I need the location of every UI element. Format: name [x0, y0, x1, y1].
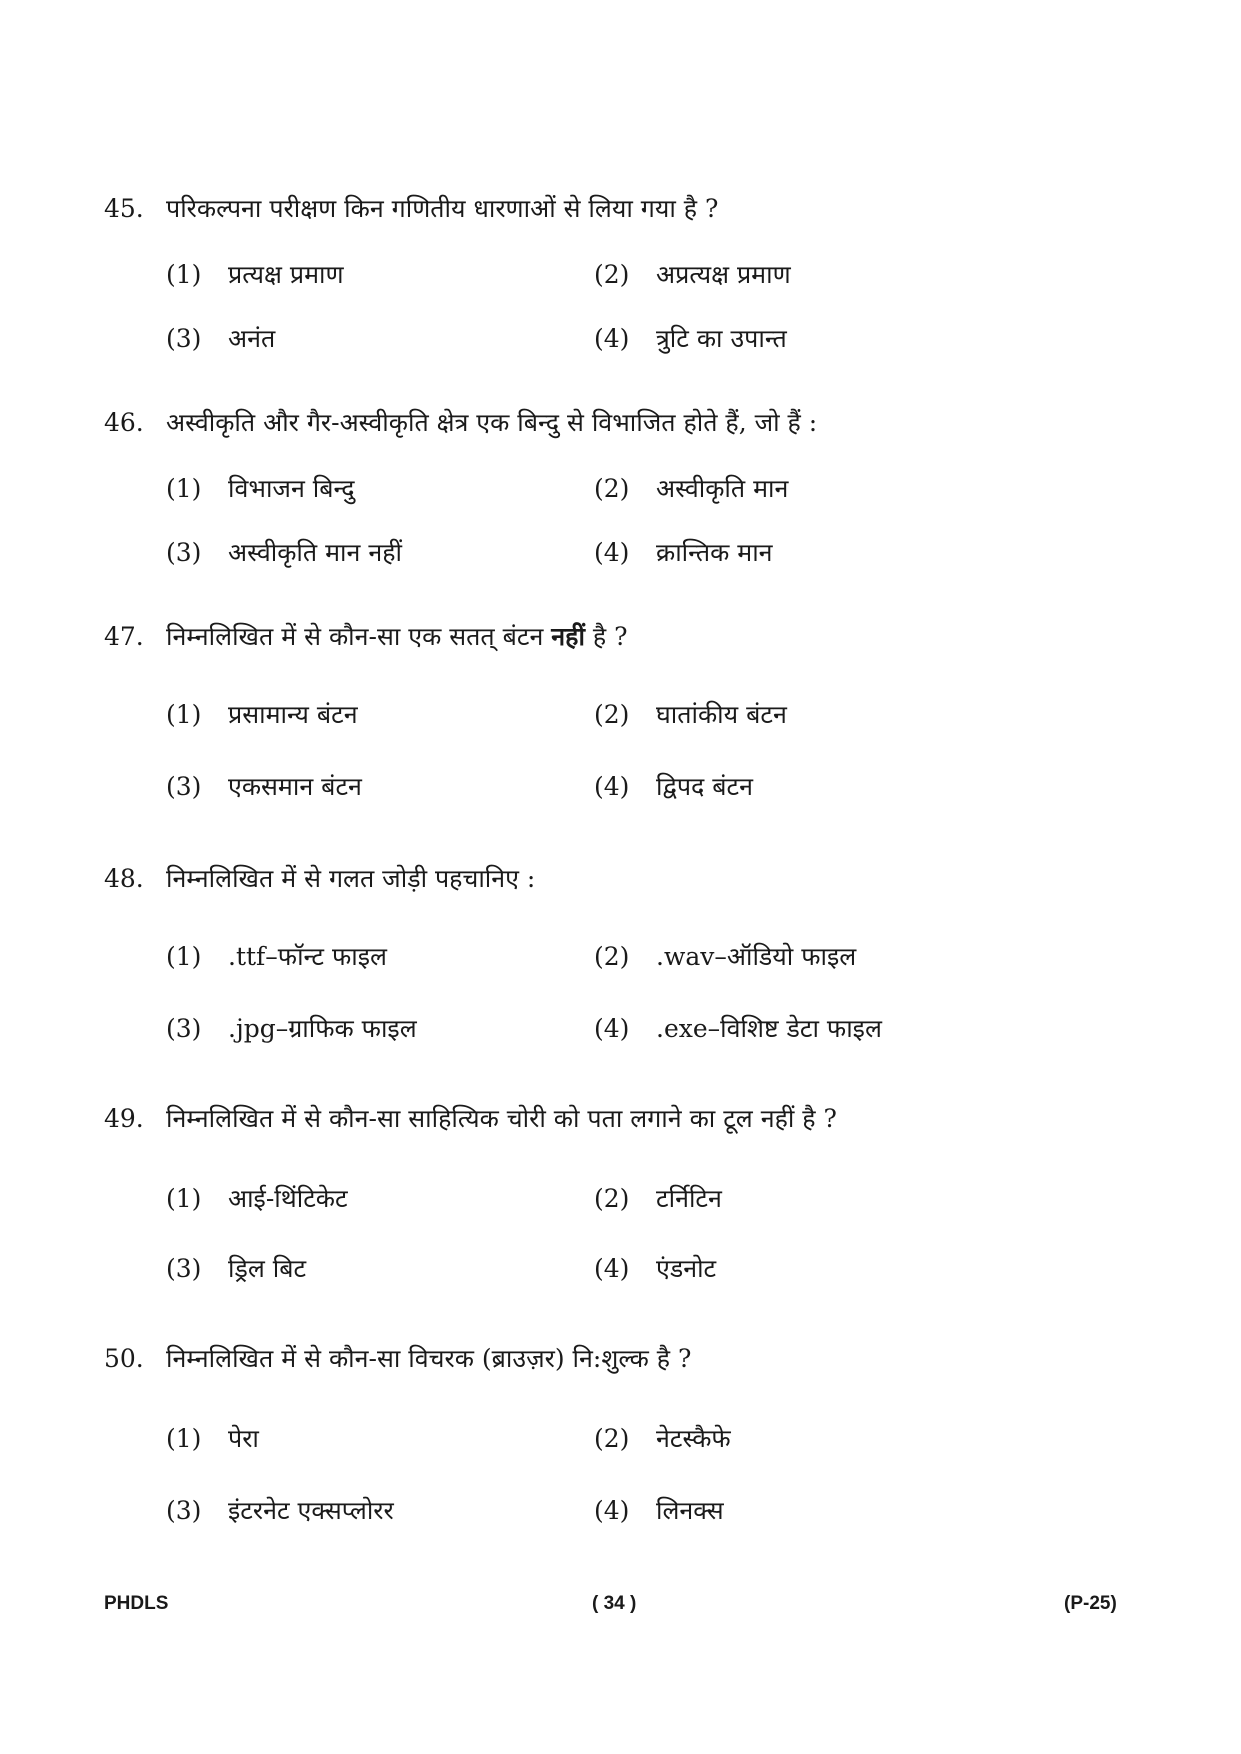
option-text: अस्वीकृति मान: [656, 474, 789, 503]
option-50-4: [594, 1494, 724, 1528]
option-text: विभाजन बिन्दु: [228, 474, 355, 503]
question-48: [104, 862, 1144, 896]
option-49-2: [594, 1182, 722, 1216]
option-text: .exe–विशिष्ट डेटा फाइल: [656, 1014, 882, 1043]
option-48-4: [594, 1012, 882, 1046]
option-50-1: [166, 1422, 259, 1456]
option-number: (3): [166, 324, 202, 353]
option-45-4: [594, 322, 787, 356]
question-47: [104, 620, 1144, 654]
option-47-3: [166, 770, 362, 804]
option-number: (3): [166, 1014, 202, 1043]
option-number: (2): [594, 942, 630, 971]
option-text: अप्रत्यक्ष प्रमाण: [656, 260, 791, 289]
question-number: 45.: [104, 194, 144, 223]
question-stem: [104, 192, 1144, 226]
option-number: (2): [594, 1424, 630, 1453]
option-49-1: [166, 1182, 348, 1216]
question-number: 47.: [104, 622, 144, 651]
question-49: [104, 1102, 1144, 1136]
question-text-end: है ?: [592, 622, 628, 651]
option-text: क्रान्तिक मान: [656, 538, 773, 567]
option-49-4: [594, 1252, 716, 1286]
option-number: (1): [166, 260, 202, 289]
option-text: एंडनोट: [656, 1254, 717, 1283]
option-50-3: [166, 1494, 394, 1528]
option-number: (1): [166, 942, 202, 971]
option-text: .ttf–फॉन्ट फाइल: [228, 942, 387, 971]
footer-page-number: ( 34 ): [592, 1593, 637, 1614]
option-48-2: [594, 940, 856, 974]
question-number: 50.: [104, 1344, 144, 1373]
option-text: घातांकीय बंटन: [656, 700, 787, 729]
option-text: अनंत: [228, 324, 276, 353]
option-number: (3): [166, 1496, 202, 1525]
option-number: (1): [166, 1424, 202, 1453]
option-47-4: [594, 770, 753, 804]
option-number: (3): [166, 1254, 202, 1283]
question-text: निम्नलिखित में से कौन-सा विचरक (ब्राउज़र) नि:शुल्क है ?: [166, 1344, 692, 1373]
option-46-3: [166, 536, 402, 570]
option-45-3: [166, 322, 275, 356]
option-46-1: [166, 472, 355, 506]
option-number: (4): [594, 772, 630, 801]
footer-series-code: PHDLS: [104, 1593, 169, 1614]
option-number: (2): [594, 1184, 630, 1213]
option-45-2: [594, 258, 791, 292]
question-emphasis: नहीं: [551, 622, 585, 651]
question-number: 46.: [104, 408, 144, 437]
option-number: (4): [594, 1254, 630, 1283]
question-50: [104, 1342, 1144, 1376]
option-50-2: [594, 1422, 731, 1456]
option-text: अस्वीकृति मान नहीं: [228, 538, 402, 567]
question-text: अस्वीकृति और गैर-अस्वीकृति क्षेत्र एक बिन्दु से विभाजित होते हैं, जो हैं :: [166, 408, 818, 437]
option-text: द्विपद बंटन: [656, 772, 754, 801]
option-text: टर्निटिन: [656, 1184, 722, 1213]
question-46: [104, 406, 1144, 440]
option-text: ड्रिल बिट: [228, 1254, 307, 1283]
option-number: (4): [594, 1014, 630, 1043]
question-text: निम्नलिखित में से कौन-सा एक सतत् बंटन: [166, 622, 544, 651]
option-46-4: [594, 536, 773, 570]
option-number: (4): [594, 538, 630, 567]
option-number: (2): [594, 700, 630, 729]
option-text: इंटरनेट एक्सप्लोरर: [228, 1496, 394, 1525]
option-46-2: [594, 472, 788, 506]
option-47-2: [594, 698, 787, 732]
option-number: (3): [166, 772, 202, 801]
option-45-1: [166, 258, 344, 292]
question-text: परिकल्पना परीक्षण किन गणितीय धारणाओं से लिया गया है ?: [166, 194, 719, 223]
option-number: (1): [166, 700, 202, 729]
option-number: (4): [594, 1496, 630, 1525]
option-49-3: [166, 1252, 306, 1286]
option-text: एकसमान बंटन: [228, 772, 362, 801]
option-text: आई-थिंटिकेट: [228, 1184, 348, 1213]
question-stem: [104, 862, 1144, 896]
question-stem: [104, 406, 1144, 440]
option-text: लिनक्स: [656, 1496, 724, 1525]
question-stem: [104, 620, 1144, 654]
option-text: नेटस्कैफे: [656, 1424, 731, 1453]
question-45: [104, 192, 1144, 226]
question-stem: [104, 1102, 1144, 1136]
option-text: .wav–ऑडियो फाइल: [656, 942, 857, 971]
question-text: निम्नलिखित में से गलत जोड़ी पहचानिए :: [166, 864, 536, 893]
option-number: (3): [166, 538, 202, 567]
option-47-1: [166, 698, 358, 732]
footer-paper-code: (P-25): [1064, 1593, 1117, 1614]
option-number: (1): [166, 1184, 202, 1213]
option-48-3: [166, 1012, 417, 1046]
option-number: (1): [166, 474, 202, 503]
option-text: प्रसामान्य बंटन: [228, 700, 358, 729]
option-text: प्रत्यक्ष प्रमाण: [228, 260, 344, 289]
option-text: त्रुटि का उपान्त: [656, 324, 787, 353]
option-text: .jpg–ग्राफिक फाइल: [228, 1014, 417, 1043]
option-number: (4): [594, 324, 630, 353]
option-number: (2): [594, 260, 630, 289]
question-number: 49.: [104, 1104, 144, 1133]
question-number: 48.: [104, 864, 144, 893]
question-stem: [104, 1342, 1144, 1376]
option-number: (2): [594, 474, 630, 503]
option-text: पेरा: [228, 1424, 259, 1453]
question-text: निम्नलिखित में से कौन-सा साहित्यिक चोरी को पता लगाने का टूल नहीं है ?: [166, 1104, 837, 1133]
option-48-1: [166, 940, 387, 974]
